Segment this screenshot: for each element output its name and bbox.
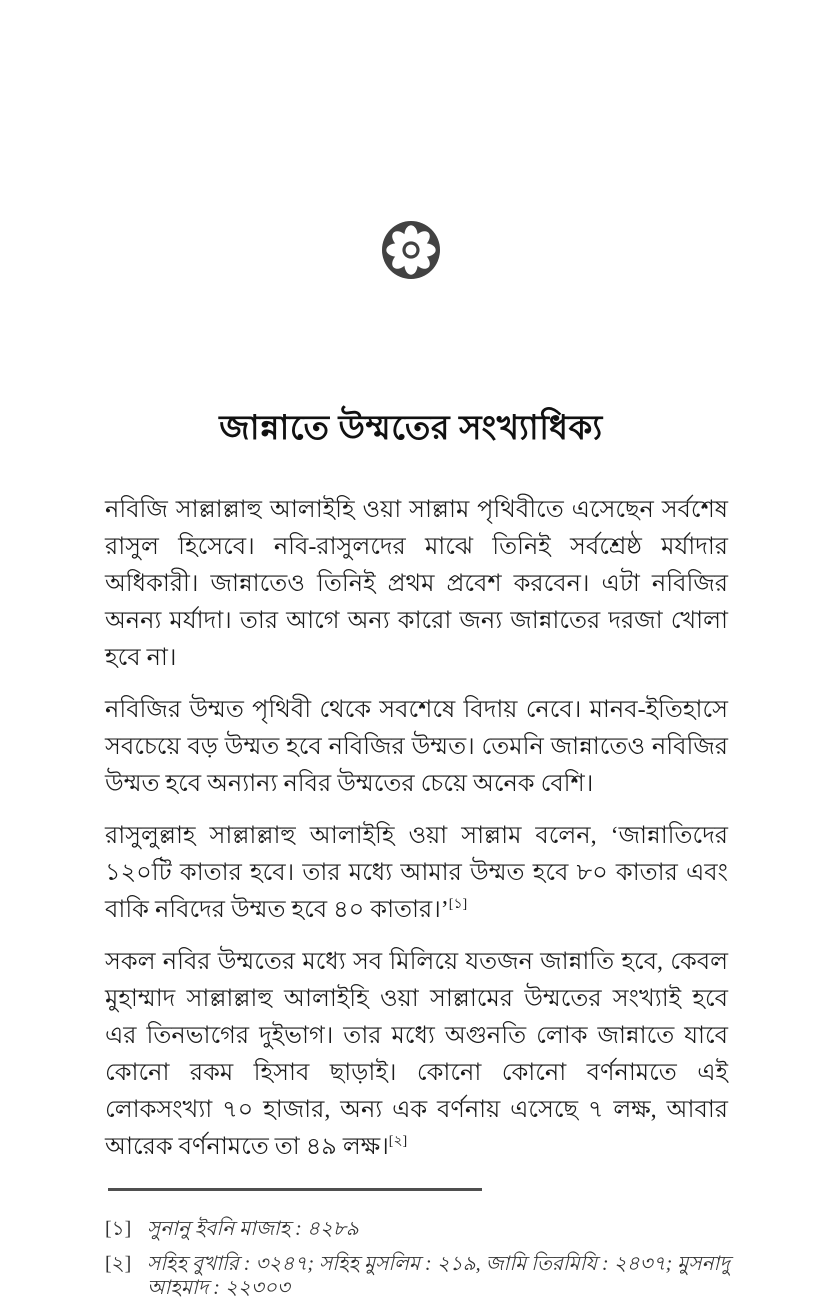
paragraph-2-text: নবিজির উম্মত পৃথিবী থেকে সবশেষে বিদায় নেবে। মানব-ইতিহাসে সবচেয়ে বড় উম্মত হবে নবিজির উম্মত। তেমনি জান্নাতেও নবিজির উম্মত হবে অন্যান্য নবির উম্মতের চেয়ে অনেক বেশি। [105,696,728,797]
footnotes-section [0,1217,822,1300]
footnote-ref-2: [২] [388,1133,408,1149]
footnote-2 [105,1252,762,1300]
footnote-1-marker: [১] [105,1217,132,1240]
paragraph-4 [105,944,728,1166]
chapter-title: জান্নাতে উম্মতের সংখ্যাধিক্য [219,410,603,447]
paragraph-1 [105,492,728,677]
footnote-separator-rule [108,1188,482,1191]
paragraph-3-text: রাসুলুল্লাহ সাল্লাল্লাহু আলাইহি ওয়া সাল্লাম বলেন, ‘জান্নাতিদের ১২০টি কাতার হবে। তার মধ্যে আমার উম্মত হবে ৮০ কাতার এবং বাকি নবিদের উম্মত হবে ৪০ কাতার।’ [105,822,728,923]
footnote-ref-1: [১] [448,896,468,912]
paragraph-2 [105,692,728,803]
flower-wheel-icon [381,220,441,280]
footnote-1-text: সুনানু ইবনি মাজাহ : ৪২৮৯ [147,1217,359,1240]
chapter-ornament [0,0,822,280]
footnote-2-marker: [২] [105,1252,132,1275]
footnote-1 [105,1217,762,1241]
paragraph-3 [105,818,728,929]
paragraph-4-text: সকল নবির উম্মতের মধ্যে সব মিলিয়ে যতজন জান্নাতি হবে, কেবল মুহাম্মাদ সাল্লাল্লাহু আলাইহি ওয়া সাল্লামের উম্মতের সংখ্যাই হবে এর তিনভাগের দুইভাগ। তার মধ্যে অগুনতি লোক জান্নাতে যাবে কোনো রকম হিসাব ছাড়াই। কোনো কোনো বর্ণনামতে এই লোকসংখ্যা ৭০ হাজার, অন্য এক বর্ণনায় এসেছে ৭ লক্ষ, আবার আরেক বর্ণনামতে তা ৪৯ লক্ষ। [105,948,728,1160]
paragraph-1-text: নবিজি সাল্লাল্লাহু আলাইহি ওয়া সাল্লাম পৃথিবীতে এসেছেন সর্বশেষ রাসুল হিসেবে। নবি-রাসুলদের মাঝে তিনিই সর্বশ্রেষ্ঠ মর্যাদার অধিকারী। জান্নাতেও তিনিই প্রথম প্রবেশ করবেন। এটা নবিজির অনন্য মর্যাদা। তার আগে অন্য কারো জন্য জান্নাতের দরজা খোলা হবে না। [105,496,728,671]
footnote-2-text: সহিহ বুখারি : ৩২৪৭; সহিহ মুসলিম : ২১৯, জামি তিরমিযি : ২৪৩৭; মুসনাদু আহমাদ : ২২৩০৩ [147,1252,730,1299]
body-text [0,492,822,1166]
